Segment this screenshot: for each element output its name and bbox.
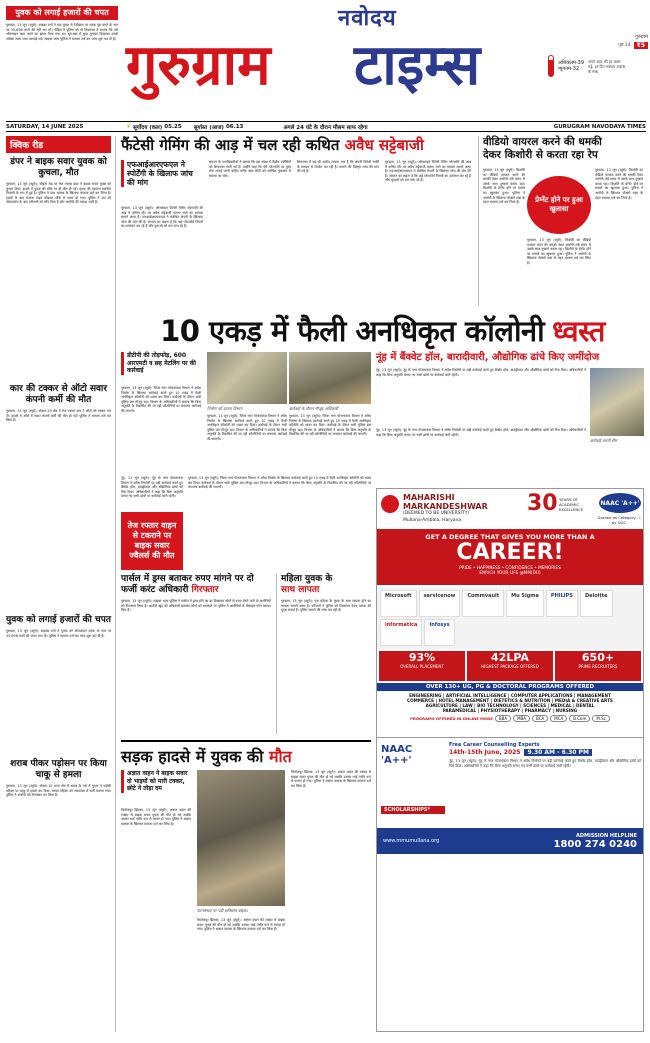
ad-stat-label: PRIME RECRUITERS [578, 664, 618, 669]
nuh-story [376, 352, 644, 472]
banner-headline-b: ध्वस्त [552, 313, 605, 348]
ad-strip: GET A DEGREE THAT GIVES YOU MORE THAN A [425, 533, 595, 541]
missing-story [276, 574, 371, 734]
ad-years: 30 [527, 491, 558, 516]
banner-headline-a: 10 एकड़ में फैली अनधिकृत कॉलोनी [160, 313, 545, 348]
demolition-body: गुरुग्राम, 13 जून (ब्यूरो): जिला नगर योजनाकार विभाग ने अवैध निर्माण के खिलाफ कार्रवाई करते हुए 10 एकड़ में फैली अनधिकृत कॉलोनी को ध्वस्त कर दिया। कार्रवाई के दौरान भारी पुलिस बल मौजूद रहा। विभाग के अधिकारियों ने बताया कि बिना अनुमति के विकसित की जा रही कॉलोनियों पर लगातार कार्रवाई की जाएगी। [121, 386, 201, 413]
ad-centres: नूंह, 13 जून (ब्यूरो): नूंह के नगर योजनाकार विभाग ने अवैध निर्माणों पर बड़ी कार्रवाई करते हुए बैंक्वेट हॉल, बाउंड्रीवाल और औद्योगिक ढांचों को गिरा दिया। अधिकारियों ने कहा कि बिना अनुमति बनाए गए सभी ढांचों पर कार्रवाई जारी रहेगी। [449, 759, 641, 768]
ad-online-chip: BBA [495, 715, 511, 722]
right-headline-a: वीडियो वायरल करने की धमकी [483, 136, 602, 148]
road-accident-headline [121, 740, 371, 764]
ad-online-label: PROGRAMS OFFERED IN ONLINE MODE [410, 716, 493, 721]
accident-box [121, 512, 183, 570]
ad-programs-line: AGRICULTURE | LAW | BIO TECHNOLOGY | SCIENCES | MEDICAL | DENTAL [425, 703, 595, 708]
right-badge: प्रेग्नेंट होने पर हुआ खुलासा [527, 176, 591, 234]
road-caption: घटनास्थल पर पड़ी क्षतिग्रस्त बाइक। [197, 908, 248, 913]
ad-stats [377, 651, 643, 681]
ad-naac-2: NAAC 'A++' [381, 744, 413, 766]
ad-online-chip: BCA [532, 715, 548, 722]
missing-headline-b: साथ लापता [281, 585, 320, 595]
ad-stat-label: HIGHEST PACKAGE OFFERED [481, 664, 539, 669]
parcel-body: गुरुग्राम, 13 जून (ब्यूरो): साइबर थाना पुलिस ने पार्सल में ड्रग्स होने का डर दिखाकर लोगों से रुपए ऐंठने वाले दो आरोपियों को गिरफ्तार किया है। आरोपी खुद को अधिकारी बताकर लोगों को धमकाते थे। पुलिस ने आरोपियों से मोबाइल फोन बरामद किए हैं। [121, 599, 271, 613]
ad-stat [379, 651, 465, 681]
ad-programs-title: OVER 130+ UG, PG & DOCTORAL PROGRAMS OFFERED [377, 683, 643, 691]
road-body-2: फिरोजपुर झिरका, 13 जून (ब्यूरो): अज्ञात वाहन की टक्कर से बाइक सवार युवक की मौत हो गई जबकि उसका भाई गंभीर रूप से घायल हो गया। पुलिस ने अज्ञात चालक के खिलाफ मामला दर्ज कर लिया है। [197, 918, 285, 932]
ad-website: www.mmumullana.org [383, 838, 440, 844]
nuh-body: नूंह, 13 जून (ब्यूरो): नूंह के नगर योजनाकार विभाग ने अवैध निर्माणों पर बड़ी कार्रवाई करते हुए बैंक्वेट हॉल, बाउंड्रीवाल और औद्योगिक ढांचों को गिरा दिया। अधिकारियों ने कहा कि बिना अनुमति बनाए गए सभी ढांचों पर कार्रवाई जारी रहेगी। [376, 368, 586, 377]
quick-read-body: गुरुग्राम, 13 जून (ब्यूरो): सेक्टर-29 क्षेत्र में तेज रफ्तार कार ने ऑटो को टक्कर मार दी। हादसे में ऑटो में सवार कंपनी कर्मी की मौत हो गई। पुलिस ने मामला दर्ज कर लिया है। [6, 409, 111, 423]
masthead-top: नवोदय [338, 6, 397, 31]
ad-stat-value: 650+ [581, 651, 615, 664]
ad-fair-time: 9.30 AM - 6.30 PM [524, 749, 591, 756]
ad-fair-info [449, 742, 641, 819]
dateline-bar [6, 121, 646, 132]
lead-kicker: एफआईआरएफएल ने स्पोर्टेंगी के खिलाफ जांच की मांग [121, 160, 203, 187]
ad-online-chip: MBA [513, 715, 530, 722]
quick-read-item [6, 615, 111, 753]
road-headline-a: सड़क हादसे में युवक की [121, 747, 264, 766]
accident-headline: तेज रफ्तार वाहन से टकराने पर बाइक सवार ज्वैलर्स की मौत [127, 521, 177, 560]
ad-programs-line: COMMERCE | HOTEL MANAGEMENT | DIETETICS & NUTRITION | MEDIA & CREATIVE ARTS [407, 698, 613, 703]
ad-fair-title: Free Career Counselling Experts [449, 742, 540, 748]
ad-years-label: YEARS OF ACADEMIC EXCELLENCE [559, 497, 584, 512]
ad-enrich: ENRICH YOUR LIFE @MM(DU) [479, 570, 541, 575]
ad-header [377, 489, 643, 529]
middle-body: नूंह, 13 जून (ब्यूरो): नूंह के नगर योजनाकार विभाग ने अवैध निर्माणों पर बड़ी कार्रवाई करते हुए बैंक्वेट हॉल, बाउंड्रीवाल और औद्योगिक ढांचों को गिरा दिया। अधिकारियों ने कहा कि बिना अनुमति बनाए गए सभी ढांचों पर कार्रवाई जारी रहेगी। [121, 476, 183, 499]
demolition-body-3: गुरुग्राम, 13 जून (ब्यूरो): जिला नगर योजनाकार विभाग ने अवैध निर्माण के खिलाफ कार्रवाई करते हुए 10 एकड़ में फैली अनधिकृत कॉलोनी को ध्वस्त कर दिया। कार्रवाई के दौरान भारी पुलिस बल मौजूद रहा। विभाग के अधिकारियों ने बताया कि बिना अनुमति के विकसित की जा रही कॉलोनियों पर लगातार कार्रवाई की जाएगी। [289, 414, 371, 437]
quick-read-headline: डंपर ने बाइक सवार युवक को कुचला, मौत [10, 157, 107, 178]
recruiter-logo: Mu Sigma [506, 590, 544, 617]
ear-left-headline: युवक को लगाई हजारों की चपत [6, 6, 118, 20]
sunrise-time: 05.25 [164, 123, 182, 130]
ad-footer [377, 828, 643, 854]
ad-location: Mullana-Ambala, Haryana [403, 518, 462, 523]
parcel-headline-c: गिरफ्तार [191, 585, 219, 595]
masthead-right [548, 34, 648, 118]
ad-career: CAREER! [456, 540, 564, 565]
ad-career-band [377, 529, 643, 585]
recruiter-logo: informatica [380, 619, 422, 646]
ad-fair [381, 744, 445, 813]
right-body-1: गुरुग्राम, 13 जून (ब्यूरो): किशोरी का वीडियो वायरल करने की धमकी देकर आरोपी लंबे समय से उसके साथ दुष्कर्म करता रहा। किशोरी के प्रेग्नेंट होने पर मामले का खुलासा हुआ। पुलिस ने आरोपी के खिलाफ पोक्सो एक्ट के तहत मामला दर्ज कर लिया है। [483, 168, 525, 205]
ad-stat-value: 93% [408, 651, 436, 664]
ear-right-text: अपने शहर की हर खबर पढ़ें, हर दिन नवोदय टाइम्स के साथ [588, 58, 626, 74]
quick-read-headline: युवक को लगाई हजारों की चपत [6, 615, 111, 625]
demolition-caption-2: कार्रवाई के दौरान मौजूद अधिकारी [289, 406, 339, 411]
ad-block [376, 488, 644, 738]
road-headline-b: मौत [268, 747, 292, 766]
lead-body-3: शिकायत में यह भी आरोप लगाया गया है कि कंपनी विदेशी सर्वरों के माध्यम से लेनदेन कर रही है। मामले की विस्तृत जांच की मांग की गई है। [297, 160, 379, 174]
parcel-headline-a: पार्सल में ड्रग्स बताकर रुपए मांगने पर [121, 574, 244, 584]
quick-read-headline: शराब पीकर पड़ोसन पर किया चाकू से हमला [10, 759, 107, 780]
pages-label: पृष्ठ 14 [618, 43, 631, 48]
edition-label: गुरुग्राम [635, 34, 648, 40]
quick-read-item [6, 157, 111, 378]
lead-body-4: गुरुग्राम, 13 जून (ब्यूरो): ऑनलाइन फैंटेसी गेमिंग प्लेटफॉर्म की आड़ में कथित तौर पर अवैध सट्टेबाजी चलाए जाने का मामला सामने आया है। एफआईआरएफएल ने संबंधित कंपनी के खिलाफ जांच की मांग की है। संगठन का कहना है कि कई प्लेटफॉर्म नियमों का उल्लंघन कर रहे हैं और युवाओं को लत लगा रहे हैं। [385, 160, 471, 183]
missing-headline-a: महिला युवक के [281, 574, 333, 584]
recruiter-logo: PHILIPS [546, 590, 578, 617]
quick-read-column [6, 136, 116, 1032]
road-photo [197, 770, 285, 906]
ad-online-chip: M.Sc [592, 715, 609, 722]
right-body-2: गुरुग्राम, 13 जून (ब्यूरो): किशोरी का वीडियो वायरल करने की धमकी देकर आरोपी लंबे समय से उसके साथ दुष्कर्म करता रहा। किशोरी के प्रेग्नेंट होने पर मामले का खुलासा हुआ। पुलिस ने आरोपी के खिलाफ पोक्सो एक्ट के तहत मामला दर्ज कर लिया है। [595, 168, 643, 200]
ad-subtitle: (DEEMED TO BE UNIVERSITY) [403, 511, 470, 516]
sunrise-label: सूर्योदय (कल) [132, 124, 163, 131]
demolition-caption-1: निर्माण को हटाता विभाग [207, 406, 243, 411]
right-headline-b: देकर किशोरी से करता रहा रेप [483, 149, 598, 161]
quick-read-body: गुरुग्राम, 13 जून (ब्यूरो): साइबर ठगों ने युवक को ऑनलाइन टास्क के नाम पर 35,696 रुपये की चपत लगा दी। पुलिस ने मामला दर्ज कर जांच शुरू कर दी है। [6, 629, 111, 638]
quick-read-item [6, 384, 111, 609]
ad-pillars: PRIDE • HAPPINESS • CONFIDENCE • MEMORIES [459, 565, 561, 570]
ad-programs-line: ENGINEERING | ARTIFICIAL INTELLIGENCE | COMPUTER APPLICATIONS | MANAGEMENT [409, 693, 611, 698]
ad-institution: MAHARISHI MARKANDESHWAR [403, 493, 488, 511]
ear-left-body: गुरुग्राम, 13 जून (ब्यूरो): साइबर ठगों ने एक युवक से टेलीग्राम पर टास्क पूरा करने के नाम पर 35,696 रुपये की ठगी कर ली। पीड़ित ने पुलिस को दी शिकायत में बताया कि उसे ऑनलाइन काम करने का झांसा दिया गया था। शुरुआत में कुछ मुनाफा दिखाकर उससे अधिक रकम जमा करवाई गई। साइबर थाना पुलिस ने मामला दर्ज कर जांच शुरू कर दी है। [6, 23, 118, 41]
road-body: फिरोजपुर झिरका, 13 जून (ब्यूरो): अज्ञात वाहन की टक्कर से बाइक सवार युवक की मौत हो गई जबकि उसका भाई गंभीर रूप से घायल हो गया। पुलिस ने अज्ञात चालक के खिलाफ मामला दर्ज कर लिया है। [121, 808, 191, 826]
missing-body: गुरुग्राम, 13 जून (ब्यूरो): एक महिला के युवक के साथ लापता होने का मामला सामने आया है। परिजनों ने पुलिस को शिकायत देकर तलाश की गुहार लगाई है। पुलिस मामले की जांच कर रही है। [281, 599, 371, 613]
dateline-edition: GURUGRAM NAVODAYA TIMES [553, 123, 646, 130]
ad-logo-icon [381, 495, 399, 513]
ad-scholarship: SCHOLARSHIPS* [381, 806, 445, 814]
ad-programs-line: PARAMEDICAL | PHYSIOTHERAPY | PHARMACY | NURSING [442, 708, 578, 713]
nuh-body-2: नूंह, 13 जून (ब्यूरो): नूंह के नगर योजनाकार विभाग ने अवैध निर्माणों पर बड़ी कार्रवाई करते हुए बैंक्वेट हॉल, बाउंड्रीवाल और औद्योगिक ढांचों को गिरा दिया। अधिकारियों ने कहा कि बिना अनुमति बनाए गए सभी ढांचों पर कार्रवाई जारी रहेगी। [376, 428, 586, 437]
right-story [478, 136, 644, 306]
parcel-story [121, 574, 271, 734]
road-accident-story [121, 770, 371, 1032]
sun-icon: ☀ [126, 123, 131, 130]
ear-left [6, 6, 118, 114]
ad-fair-dates: 14th-15th June, 2025 [449, 749, 521, 756]
nuh-headline: नूंह में बैंक्वेट हॉल, बारादीवारी, औद्योगिक ढांचे किए जमींदोज [376, 352, 600, 363]
banner-headline [121, 312, 644, 348]
ad-stat-label: OVERALL PLACEMENT [400, 664, 444, 669]
right-body-3: गुरुग्राम, 13 जून (ब्यूरो): किशोरी का वीडियो वायरल करने की धमकी देकर आरोपी लंबे समय से उसके साथ दुष्कर्म करता रहा। किशोरी के प्रेग्नेंट होने पर मामले का खुलासा हुआ। पुलिस ने आरोपी के खिलाफ पोक्सो एक्ट के तहत मामला दर्ज कर लिया है। [527, 238, 591, 265]
recruiter-logo: Microsoft [380, 590, 417, 617]
lead-story [121, 136, 473, 306]
ad-stat-value: 42LPA [491, 651, 529, 664]
ad-recruiters [377, 587, 643, 649]
sunset-label: सूर्यास्त (आज) [193, 124, 224, 131]
ad-stat [555, 651, 641, 681]
ad-naac-badge: NAAC 'A++' [599, 493, 641, 513]
recruiter-logo: servicenow [419, 590, 461, 617]
weather-min: न्यूनतम-32 [558, 66, 580, 72]
demolition-photo-2 [289, 352, 371, 404]
recruiter-logo: Commvault [462, 590, 504, 617]
nuh-photo [590, 368, 644, 436]
quick-read-body: गुरुग्राम, 13 जून (ब्यूरो): सोहना रोड पर तेज रफ्तार डंपर ने बाइक सवार युवक को कुचल दिया। हादसे में युवक की मौके पर ही मौत हो गई। मृतक की पहचान स्थानीय निवासी के रूप में हुई है। पुलिस ने डंपर चालक के खिलाफ मामला दर्ज कर लिया है। हादसे के बाद चालक वाहन छोड़कर मौके से फरार हो गया। पुलिस ने शव को पोस्टमार्टम के बाद परिजनों को सौंप दिया है और आरोपी की तलाश जारी है। [6, 182, 111, 205]
quick-read-headline: कार की टक्कर से ऑटो सवार कंपनी कर्मी की मौत [9, 384, 108, 405]
parcel-headline-b: दो फर्जी करंट अधिकारी [121, 574, 254, 595]
ad-online-chip: MCA [550, 715, 567, 722]
weather-max: अधिकतम-39 [558, 60, 585, 66]
lead-headline-b: अवैध सट्टेबाजी [344, 136, 424, 154]
price-badge: ₹5 [634, 42, 648, 49]
ad-grade: Graded as Category - I by UGC [597, 515, 641, 525]
lead-body-1: गुरुग्राम, 13 जून (ब्यूरो): ऑनलाइन फैंटेसी गेमिंग प्लेटफॉर्म की आड़ में कथित तौर पर अवैध सट्टेबाजी चलाए जाने का मामला सामने आया है। एफआईआरएफएल ने संबंधित कंपनी के खिलाफ जांच की मांग की है। संगठन का कहना है कि कई प्लेटफॉर्म नियमों का उल्लंघन कर रहे हैं और युवाओं को लत लगा रहे हैं। [121, 206, 203, 229]
weather-box [548, 55, 648, 77]
recruiter-logo: Deloitte [580, 590, 613, 617]
ad-programs [377, 683, 643, 737]
lead-headline [121, 136, 473, 154]
ad-admission-label: ADMISSION HELPLINE [576, 832, 637, 839]
quick-read-title: क्विक रीड [6, 136, 111, 153]
quick-read-item [6, 759, 111, 980]
recruiter-logo: Infosys [424, 619, 454, 646]
masthead-name-2: टाइम्स [354, 33, 481, 98]
masthead-name-1: गुरुग्राम [126, 33, 271, 98]
dateline-date: SATURDAY, 14 JUNE 2025 [6, 123, 84, 130]
ad-stat [467, 651, 553, 681]
demolition-story [121, 352, 371, 472]
parcel-headline [121, 574, 271, 596]
lead-headline-a: फैंटेसी गेमिंग की आड़ में चल रही कथित [121, 136, 340, 154]
thermometer-icon [548, 55, 554, 77]
ad-online [377, 715, 643, 722]
ad-helpline: 1800 274 0240 [553, 838, 637, 850]
demolition-body-2: गुरुग्राम, 13 जून (ब्यूरो): जिला नगर योजनाकार विभाग ने अवैध निर्माण के खिलाफ कार्रवाई करते हुए 10 एकड़ में फैली अनधिकृत कॉलोनी को ध्वस्त कर दिया। कार्रवाई के दौरान भारी पुलिस बल मौजूद रहा। विभाग के अधिकारियों ने बताया कि बिना अनुमति के विकसित की जा रही कॉलोनियों पर लगातार कार्रवाई की जाएगी। [207, 414, 287, 441]
sunset-time: 06.13 [225, 123, 244, 130]
demolition-kicker: डीटीपी की तोड़फोड़, 600 आरएमटी व छह मेटलिंग पर की कार्रवाई [121, 352, 201, 375]
ad-lower [376, 738, 644, 1032]
road-body-3: फिरोजपुर झिरका, 13 जून (ब्यूरो): अज्ञात वाहन की टक्कर से बाइक सवार युवक की मौत हो गई जबकि उसका भाई गंभीर रूप से घायल हो गया। पुलिस ने अज्ञात चालक के खिलाफ मामला दर्ज कर लिया है। [291, 770, 371, 788]
quick-read-body: गुरुग्राम, 13 जून (ब्यूरो): सेक्टर-10 थाना क्षेत्र में शराब के नशे में युवक ने पड़ोसी महिला पर चाकू से हमला कर दिया। घायल महिला को अस्पताल में भर्ती कराया गया। पुलिस ने आरोपी को गिरफ्तार कर लिया है। [6, 784, 111, 798]
lead-body-2: संगठन के पदाधिकारियों ने बताया कि इस संबंध में केंद्रीय एजेंसियों को शिकायत भेजी गई है। उन्होंने कहा कि ऐसे प्लेटफॉर्म पर तुरंत रोक लगाई जानी चाहिए ताकि आम लोगों को आर्थिक नुकसान से बचाया जा सके। [209, 160, 291, 178]
ad-online-chip: B.Com [569, 715, 590, 722]
masthead [126, 2, 486, 118]
demolition-photo-1 [207, 352, 287, 404]
dateline-tagline: अगले 24 घंटे के दौरान मौसम साफ रहेगा [283, 124, 368, 131]
road-kicker: अज्ञात वाहन ने बाइक सवार दो भाइयों को मारी टक्कर, छोटे ने तोड़ा दम [121, 770, 191, 793]
accident-body: गुरुग्राम, 13 जून (ब्यूरो): जिला नगर योजनाकार विभाग ने अवैध निर्माण के खिलाफ कार्रवाई करते हुए 10 एकड़ में फैली अनधिकृत कॉलोनी को ध्वस्त कर दिया। कार्रवाई के दौरान भारी पुलिस बल मौजूद रहा। विभाग के अधिकारियों ने बताया कि बिना अनुमति के विकसित की जा रही कॉलोनियों पर लगातार कार्रवाई की जाएगी। [188, 476, 371, 490]
nuh-caption: कार्रवाई करती टीम [590, 438, 617, 443]
